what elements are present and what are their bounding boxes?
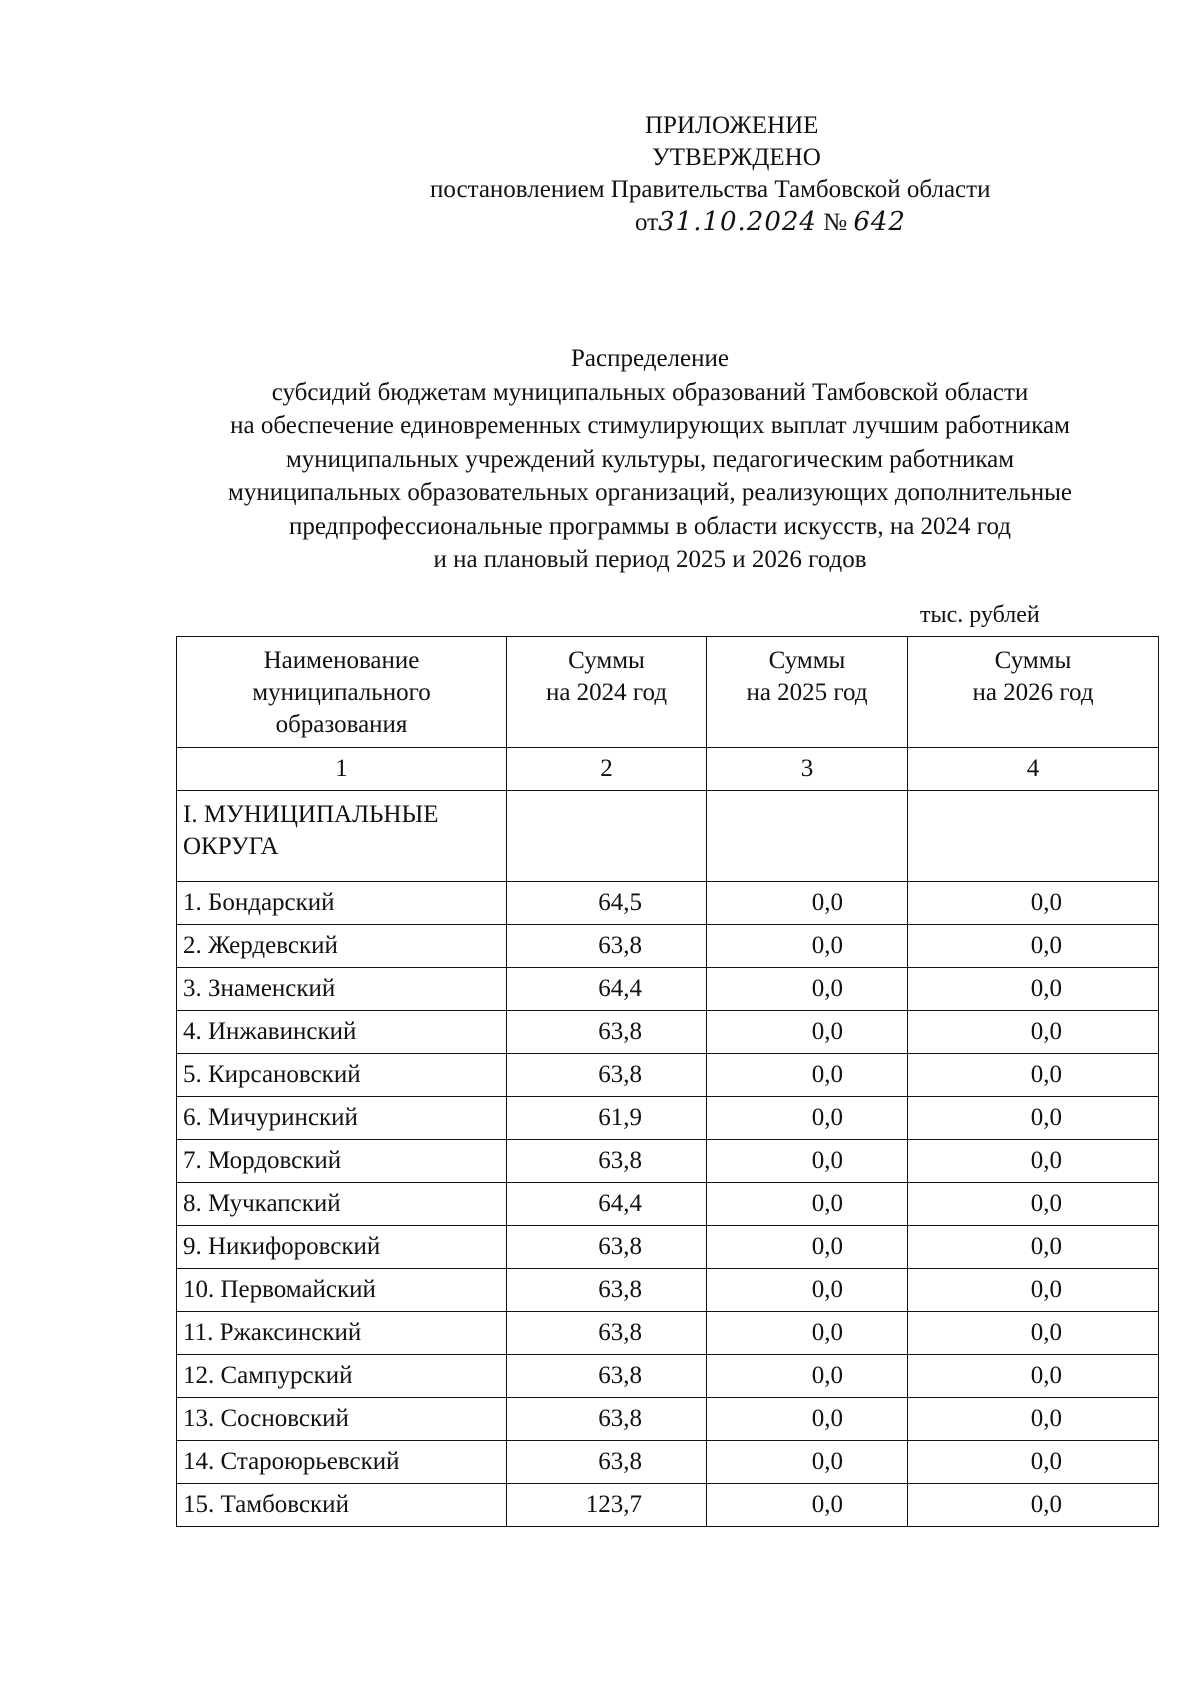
municipality-name: 11. Ржаксинский [177, 1312, 507, 1355]
amount-2024: 63,8 [507, 1269, 707, 1312]
amount-2024: 63,8 [507, 1011, 707, 1054]
municipality-name: 15. Тамбовский [177, 1484, 507, 1527]
empty-cell [507, 791, 707, 882]
amount-2024: 63,8 [507, 1312, 707, 1355]
amount-2024: 64,5 [507, 882, 707, 925]
date-prefix: от [635, 209, 659, 236]
header-municipality: Наименование муниципального образования [177, 637, 507, 748]
amount-2025: 0,0 [707, 1312, 908, 1355]
amount-2024: 63,8 [507, 1054, 707, 1097]
table-row [177, 1269, 1159, 1312]
municipality-name: 7. Мордовский [177, 1140, 507, 1183]
number-prefix: № [823, 209, 848, 236]
amount-2024: 64,4 [507, 1183, 707, 1226]
title-line: и на плановый период 2025 и 2026 годов [433, 546, 867, 573]
subsidy-table [176, 636, 1159, 1527]
header-2026: Суммы на 2026 год [908, 637, 1159, 748]
section-row [177, 791, 1159, 882]
table-row [177, 925, 1159, 968]
title-line: Распределение [571, 345, 729, 372]
table-row [177, 882, 1159, 925]
appendix-label: ПРИЛОЖЕНИЕ [645, 112, 819, 139]
table-row [177, 1398, 1159, 1441]
municipality-name: 9. Никифоровский [177, 1226, 507, 1269]
amount-2026: 0,0 [908, 1140, 1159, 1183]
amount-2026: 0,0 [908, 1355, 1159, 1398]
handwritten-date: 31.10.2024 [658, 207, 817, 237]
table-row [177, 1097, 1159, 1140]
amount-2026: 0,0 [908, 1312, 1159, 1355]
municipality-name: 2. Жердевский [177, 925, 507, 968]
column-number: 3 [707, 748, 908, 791]
title-line: муниципальных учреждений культуры, педагогическим работникам [285, 445, 1015, 473]
amount-2026: 0,0 [908, 925, 1159, 968]
amount-2025: 0,0 [707, 1011, 908, 1054]
table-row [177, 1183, 1159, 1226]
amount-2025: 0,0 [707, 925, 908, 968]
amount-2026: 0,0 [908, 1226, 1159, 1269]
header-2025: Суммы на 2025 год [707, 637, 908, 748]
table-header-row [177, 637, 1159, 748]
amount-2026: 0,0 [908, 1054, 1159, 1097]
table-row [177, 1355, 1159, 1398]
column-number: 4 [908, 748, 1159, 791]
amount-2025: 0,0 [707, 1054, 908, 1097]
document-title [160, 342, 1140, 577]
amount-2024: 61,9 [507, 1097, 707, 1140]
amount-2026: 0,0 [908, 1484, 1159, 1527]
amount-2025: 0,0 [707, 1183, 908, 1226]
amount-2025: 0,0 [707, 1140, 908, 1183]
municipality-name: 8. Мучкапский [177, 1183, 507, 1226]
amount-2025: 0,0 [707, 1484, 908, 1527]
amount-2024: 123,7 [507, 1484, 707, 1527]
table-row [177, 1140, 1159, 1183]
municipality-name: 14. Староюрьевский [177, 1441, 507, 1484]
amount-2024: 63,8 [507, 1140, 707, 1183]
amount-2024: 63,8 [507, 1226, 707, 1269]
amount-2026: 0,0 [908, 1097, 1159, 1140]
amount-2026: 0,0 [908, 1183, 1159, 1226]
handwritten-number: 642 [853, 207, 906, 237]
amount-2024: 63,8 [507, 925, 707, 968]
table-row [177, 1226, 1159, 1269]
amount-2024: 64,4 [507, 968, 707, 1011]
resolution-label: постановлением Правительства Тамбовской области [430, 176, 991, 203]
municipality-name: 10. Первомайский [177, 1269, 507, 1312]
table-row [177, 968, 1159, 1011]
approval-block [420, 110, 1060, 239]
amount-2025: 0,0 [707, 1355, 908, 1398]
amount-2025: 0,0 [707, 1398, 908, 1441]
municipality-name: 13. Сосновский [177, 1398, 507, 1441]
table-row [177, 1484, 1159, 1527]
amount-2026: 0,0 [908, 882, 1159, 925]
header-2024: Суммы на 2024 год [507, 637, 707, 748]
empty-cell [908, 791, 1159, 882]
units-label: тыс. рублей [920, 602, 1040, 628]
column-number-row [177, 748, 1159, 791]
column-number: 1 [177, 748, 507, 791]
table-row [177, 1054, 1159, 1097]
section-title: I. МУНИЦИПАЛЬНЫЕ ОКРУГА [177, 791, 507, 882]
municipality-name: 3. Знаменский [177, 968, 507, 1011]
amount-2025: 0,0 [707, 1441, 908, 1484]
amount-2026: 0,0 [908, 968, 1159, 1011]
municipality-name: 5. Кирсановский [177, 1054, 507, 1097]
municipality-name: 1. Бондарский [177, 882, 507, 925]
amount-2025: 0,0 [707, 1226, 908, 1269]
empty-cell [707, 791, 908, 882]
table-row [177, 1441, 1159, 1484]
title-line: субсидий бюджетам муниципальных образований Тамбовской области [271, 378, 1029, 406]
amount-2024: 63,8 [507, 1398, 707, 1441]
municipality-name: 4. Инжавинский [177, 1011, 507, 1054]
table-row [177, 1011, 1159, 1054]
title-line: на обеспечение единовременных стимулирующих выплат лучшим работникам [230, 412, 1070, 439]
municipality-name: 12. Сампурский [177, 1355, 507, 1398]
table-row [177, 1312, 1159, 1355]
amount-2026: 0,0 [908, 1269, 1159, 1312]
resolution-date-line [420, 206, 1060, 239]
amount-2024: 63,8 [507, 1355, 707, 1398]
title-line: муниципальных образовательных организаций, реализующих дополнительные [228, 479, 1072, 506]
title-line: предпрофессиональные программы в области искусств, на 2024 год [289, 512, 1011, 540]
amount-2025: 0,0 [707, 1097, 908, 1140]
column-number: 2 [507, 748, 707, 791]
approved-label: УТВЕРЖДЕНО [652, 144, 821, 171]
amount-2026: 0,0 [908, 1441, 1159, 1484]
amount-2026: 0,0 [908, 1011, 1159, 1054]
amount-2024: 63,8 [507, 1441, 707, 1484]
municipality-name: 6. Мичуринский [177, 1097, 507, 1140]
amount-2025: 0,0 [707, 882, 908, 925]
amount-2025: 0,0 [707, 1269, 908, 1312]
amount-2026: 0,0 [908, 1398, 1159, 1441]
amount-2025: 0,0 [707, 968, 908, 1011]
